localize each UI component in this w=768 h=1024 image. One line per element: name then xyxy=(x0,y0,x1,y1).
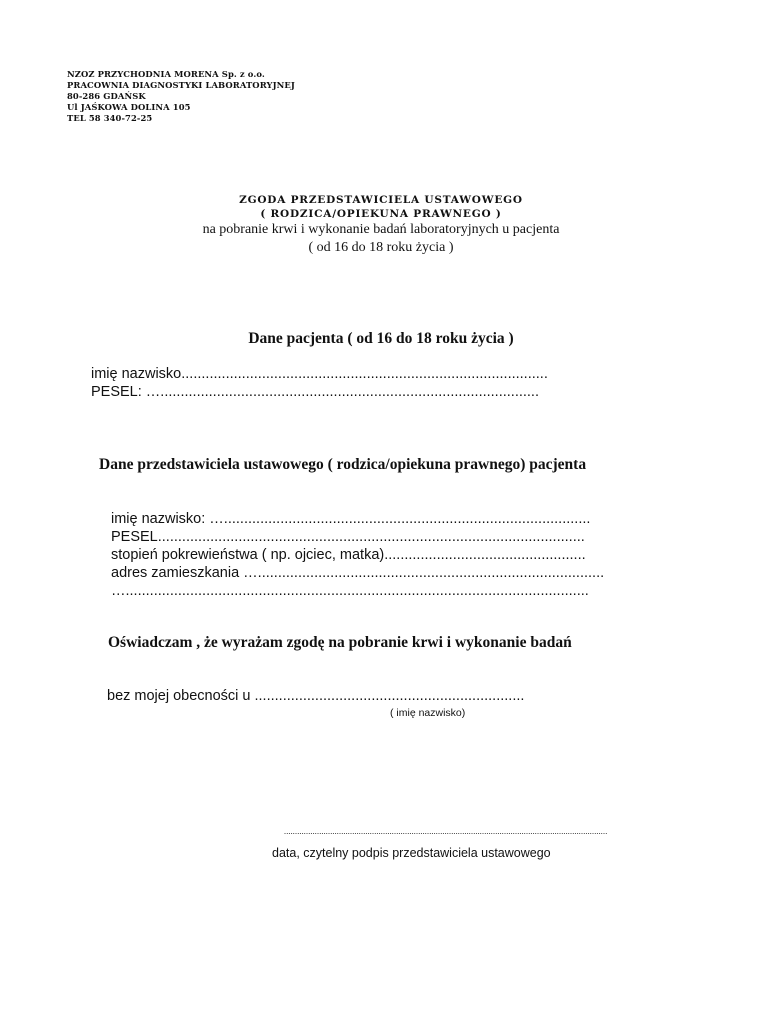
clinic-street: Ul JAŚKOWA DOLINA 105 xyxy=(67,102,191,112)
patient-section-heading: Dane pacjenta ( od 16 do 18 roku życia ) xyxy=(248,330,514,347)
representative-pesel-field: PESEL.......................................................................................................... xyxy=(111,529,585,545)
document-title-sub: ( RODZICA/OPIEKUNA PRAWNEGO ) xyxy=(260,208,502,220)
representative-relation-field: stopień pokrewieństwa ( np. ojciec, matka).................................................. xyxy=(111,547,586,563)
representative-address-continuation: …................................................................................................................... xyxy=(111,583,589,599)
document-purpose: na pobranie krwi i wykonanie badań laboratoryjnych u pacjenta xyxy=(202,222,560,237)
clinic-postal-city: 80-286 GDAŃSK xyxy=(67,91,146,101)
clinic-department: PRACOWNIA DIAGNOSTYKI LABORATORYJNEJ xyxy=(67,80,295,90)
without-presence-field: bez mojej obecności u ................................................................... xyxy=(107,688,525,704)
document-age-range: ( od 16 do 18 roku życia ) xyxy=(308,240,454,255)
signature-caption: data, czytelny podpis przedstawiciela ustawowego xyxy=(272,846,551,860)
consent-statement: Oświadczam , że wyrażam zgodę na pobranie krwi i wykonanie badań xyxy=(108,634,572,651)
representative-name-field: imię nazwisko: …........................................................................................... xyxy=(111,511,591,527)
representative-address-field: adres zamieszkania …...................................................................................... xyxy=(111,565,605,581)
name-hint-label: ( imię nazwisko) xyxy=(390,707,466,719)
document-title: ZGODA PRZEDSTAWICIELA USTAWOWEGO xyxy=(239,194,523,206)
clinic-name: NZOZ PRZYCHODNIA MORENA Sp. z o.o. xyxy=(67,69,265,79)
patient-pesel-field: PESEL: ….............................................................................................. xyxy=(91,384,539,400)
patient-name-field: imię nazwisko........................................................................................... xyxy=(91,366,548,382)
signature-line: ................................................................................................................................................... xyxy=(284,827,608,836)
representative-section-heading: Dane przedstawiciela ustawowego ( rodzica/opiekuna prawnego) pacjenta xyxy=(99,456,587,473)
clinic-phone: TEL 58 340-72-25 xyxy=(67,113,153,123)
